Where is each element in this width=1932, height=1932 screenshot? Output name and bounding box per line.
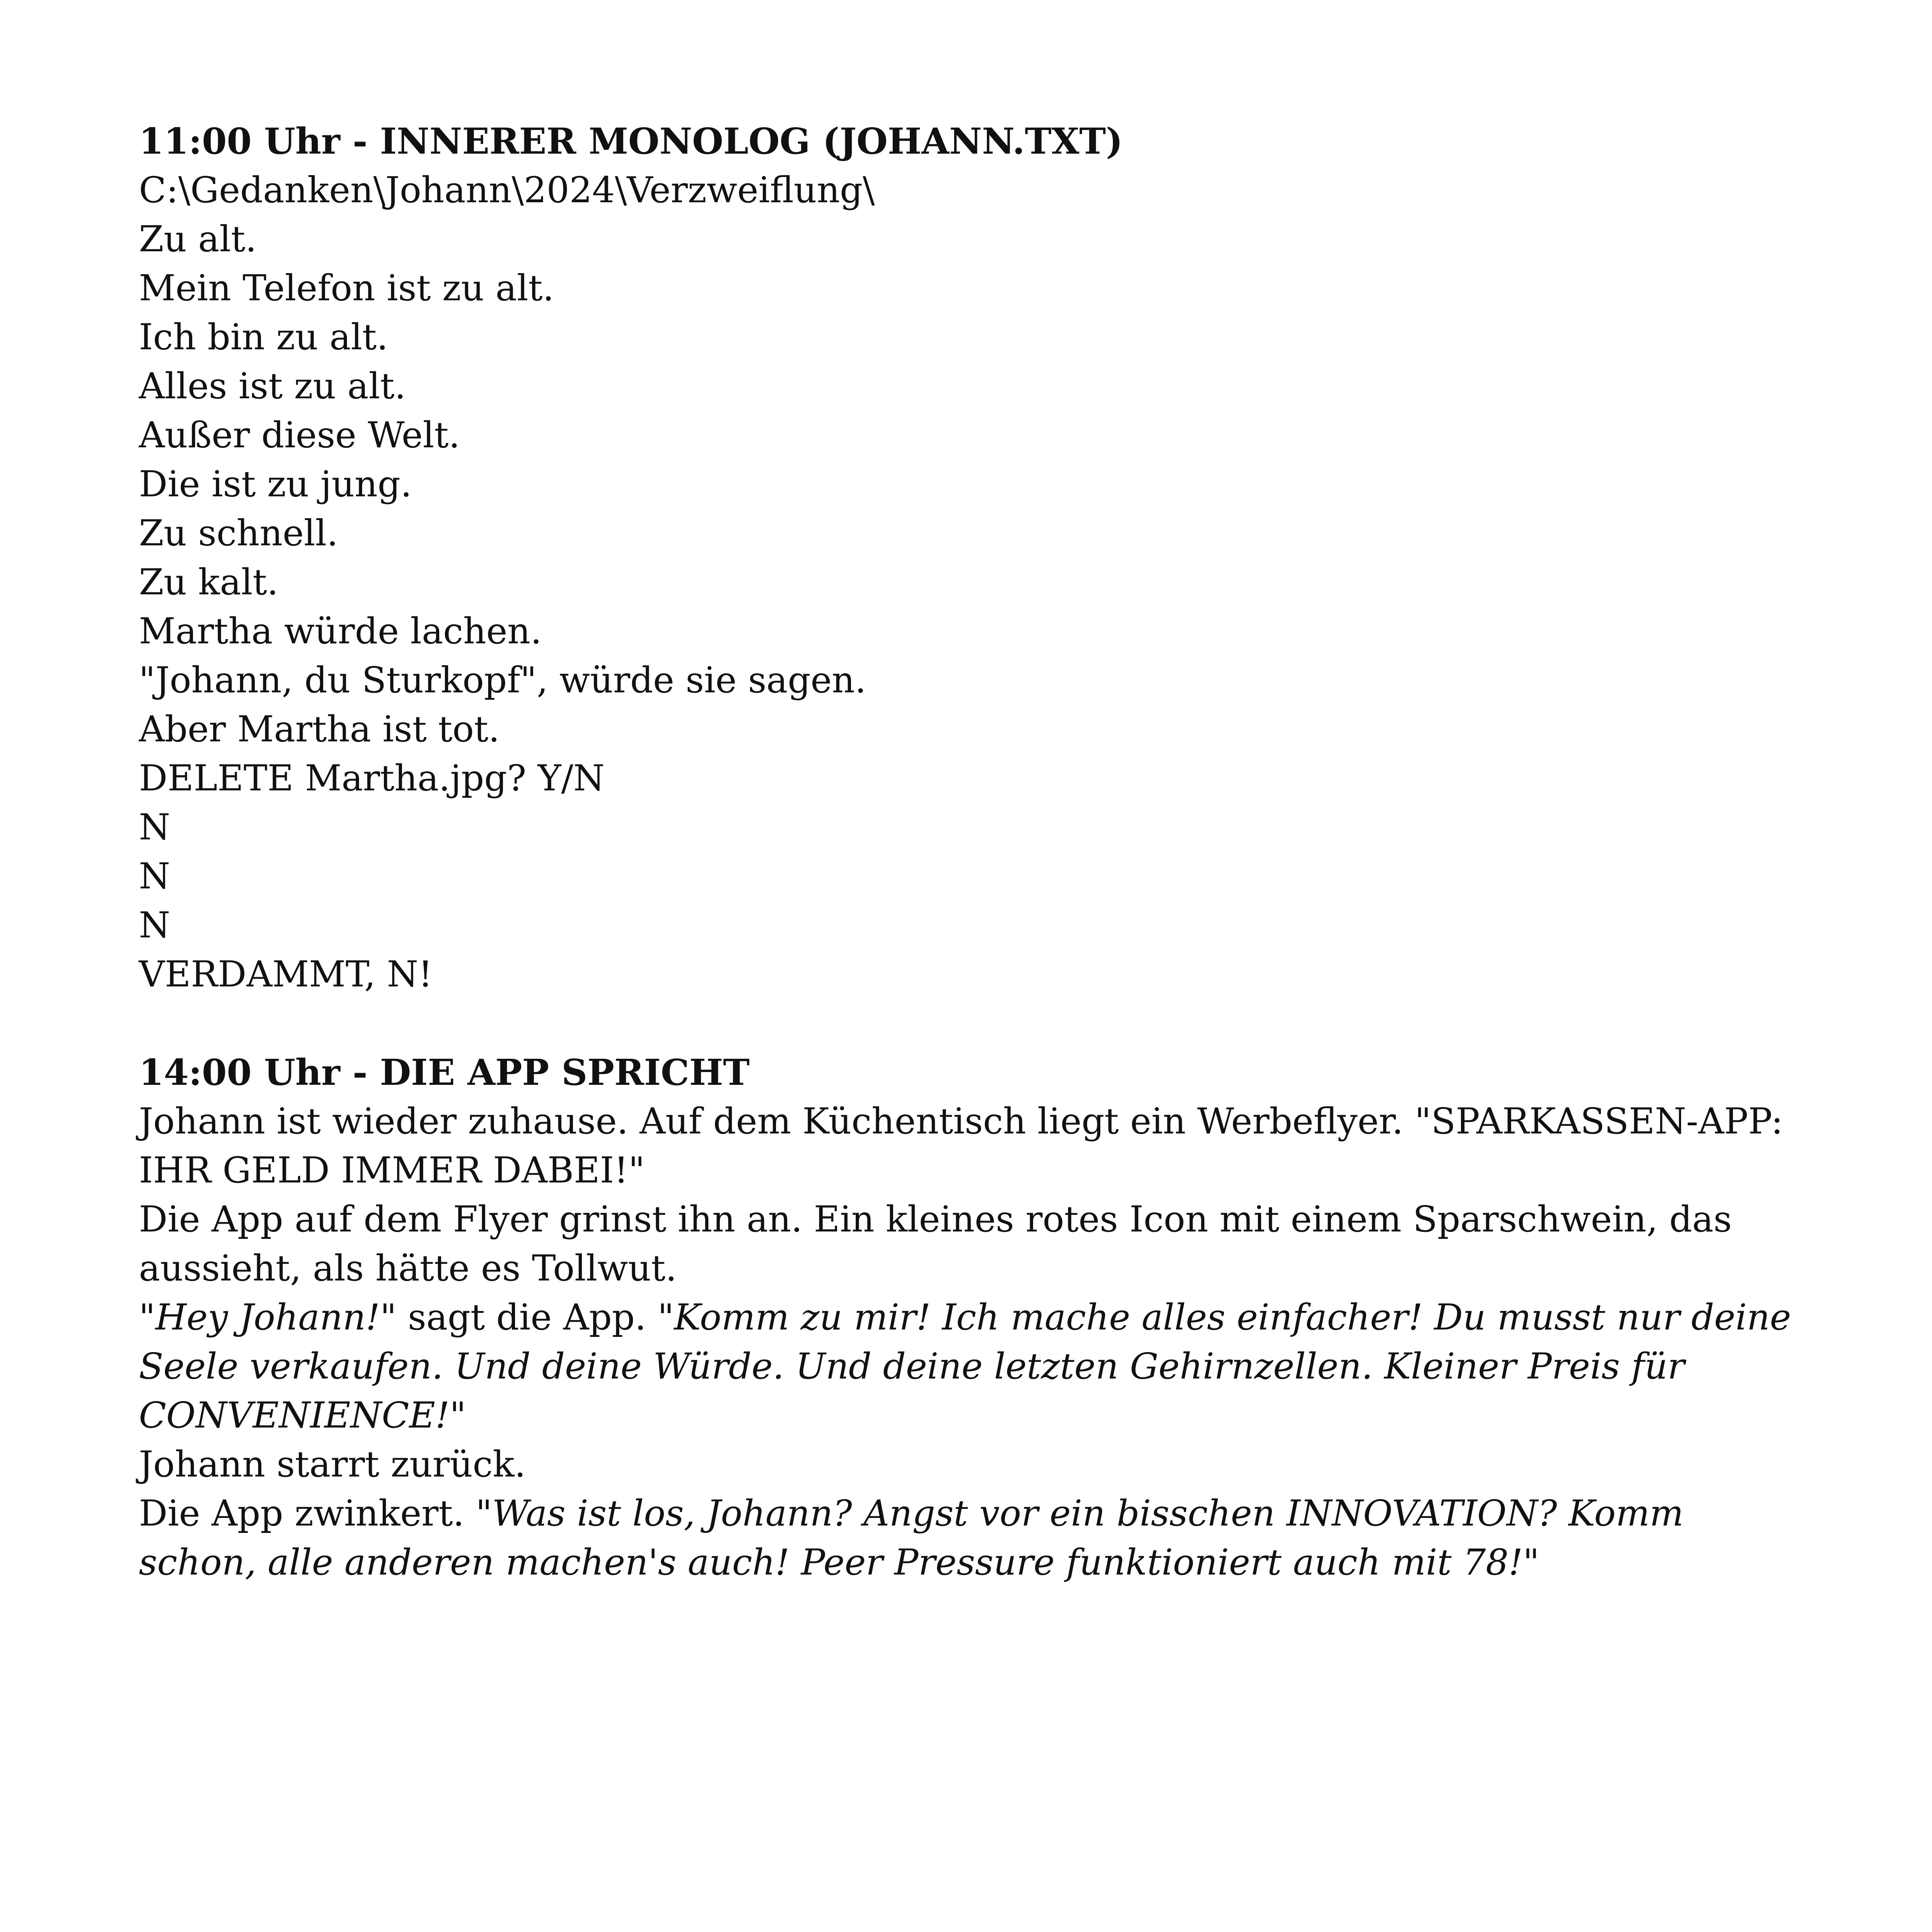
- monolog-line: N: [139, 904, 170, 946]
- story-paragraph: [139, 1489, 1796, 1587]
- document-content: [139, 117, 1796, 1587]
- monolog-lines: [139, 166, 1796, 999]
- app-speech-text: Hey Johann!: [155, 1296, 380, 1338]
- monolog-line: Aber Martha ist tot.: [139, 708, 500, 750]
- monolog-line: Zu kalt.: [139, 561, 279, 603]
- narration-text: ": [1523, 1541, 1540, 1583]
- monolog-line: C:\Gedanken\Johann\2024\Verzweiflung\: [139, 169, 875, 211]
- narration-text: Johann ist wieder zuhause. Auf dem Küchentisch liegt ein Werbeflyer. "SPARKASSEN-APP: IHR GELD IMMER DABEI!": [139, 1100, 1783, 1191]
- monolog-line: N: [139, 855, 170, 897]
- app-paragraphs: [139, 1097, 1796, 1587]
- narration-text: ": [449, 1394, 466, 1436]
- narration-text: " sagt die App. ": [380, 1296, 674, 1338]
- monolog-line: Alles ist zu alt.: [139, 365, 406, 407]
- monolog-line: DELETE Martha.jpg? Y/N: [139, 757, 605, 799]
- story-paragraph: [139, 1195, 1796, 1293]
- monolog-line: Die ist zu jung.: [139, 463, 412, 505]
- section-heading-monolog: 11:00 Uhr - INNERER MONOLOG (JOHANN.TXT): [139, 120, 1123, 162]
- monolog-line: Zu alt.: [139, 218, 257, 260]
- narration-text: Johann starrt zurück.: [139, 1443, 526, 1485]
- story-paragraph: [139, 1440, 1796, 1489]
- app-speech-text: Komm zu mir! Ich mache alles einfacher! Du musst nur deine Seele verkaufen. Und deine Würde. Und deine letzten Gehirnzellen. Kleiner Preis für CONVENIENCE!: [139, 1296, 1791, 1436]
- monolog-line: "Johann, du Sturkopf", würde sie sagen.: [139, 659, 866, 701]
- story-paragraph: [139, 1293, 1796, 1440]
- monolog-line: Martha würde lachen.: [139, 610, 542, 652]
- monolog-line: Außer diese Welt.: [139, 414, 460, 456]
- narration-text: Die App zwinkert. ": [139, 1492, 492, 1534]
- monolog-line: Ich bin zu alt.: [139, 316, 388, 358]
- monolog-line: Zu schnell.: [139, 512, 338, 554]
- monolog-line: Mein Telefon ist zu alt.: [139, 267, 554, 309]
- app-speech-text: Was ist los, Johann? Angst vor ein bisschen INNOVATION? Komm schon, alle anderen machen's auch! Peer Pressure funktioniert auch mit 78!: [139, 1492, 1684, 1583]
- story-paragraph: [139, 1097, 1796, 1195]
- narration-text: Die App auf dem Flyer grinst ihn an. Ein kleines rotes Icon mit einem Sparschwein, das aussieht, als hätte es Tollwut.: [139, 1198, 1732, 1289]
- narration-text: ": [139, 1296, 156, 1338]
- section-spacer: [139, 999, 1796, 1048]
- monolog-line: VERDAMMT, N!: [139, 953, 433, 995]
- section-heading-app: 14:00 Uhr - DIE APP SPRICHT: [139, 1051, 750, 1093]
- monolog-line: N: [139, 806, 170, 848]
